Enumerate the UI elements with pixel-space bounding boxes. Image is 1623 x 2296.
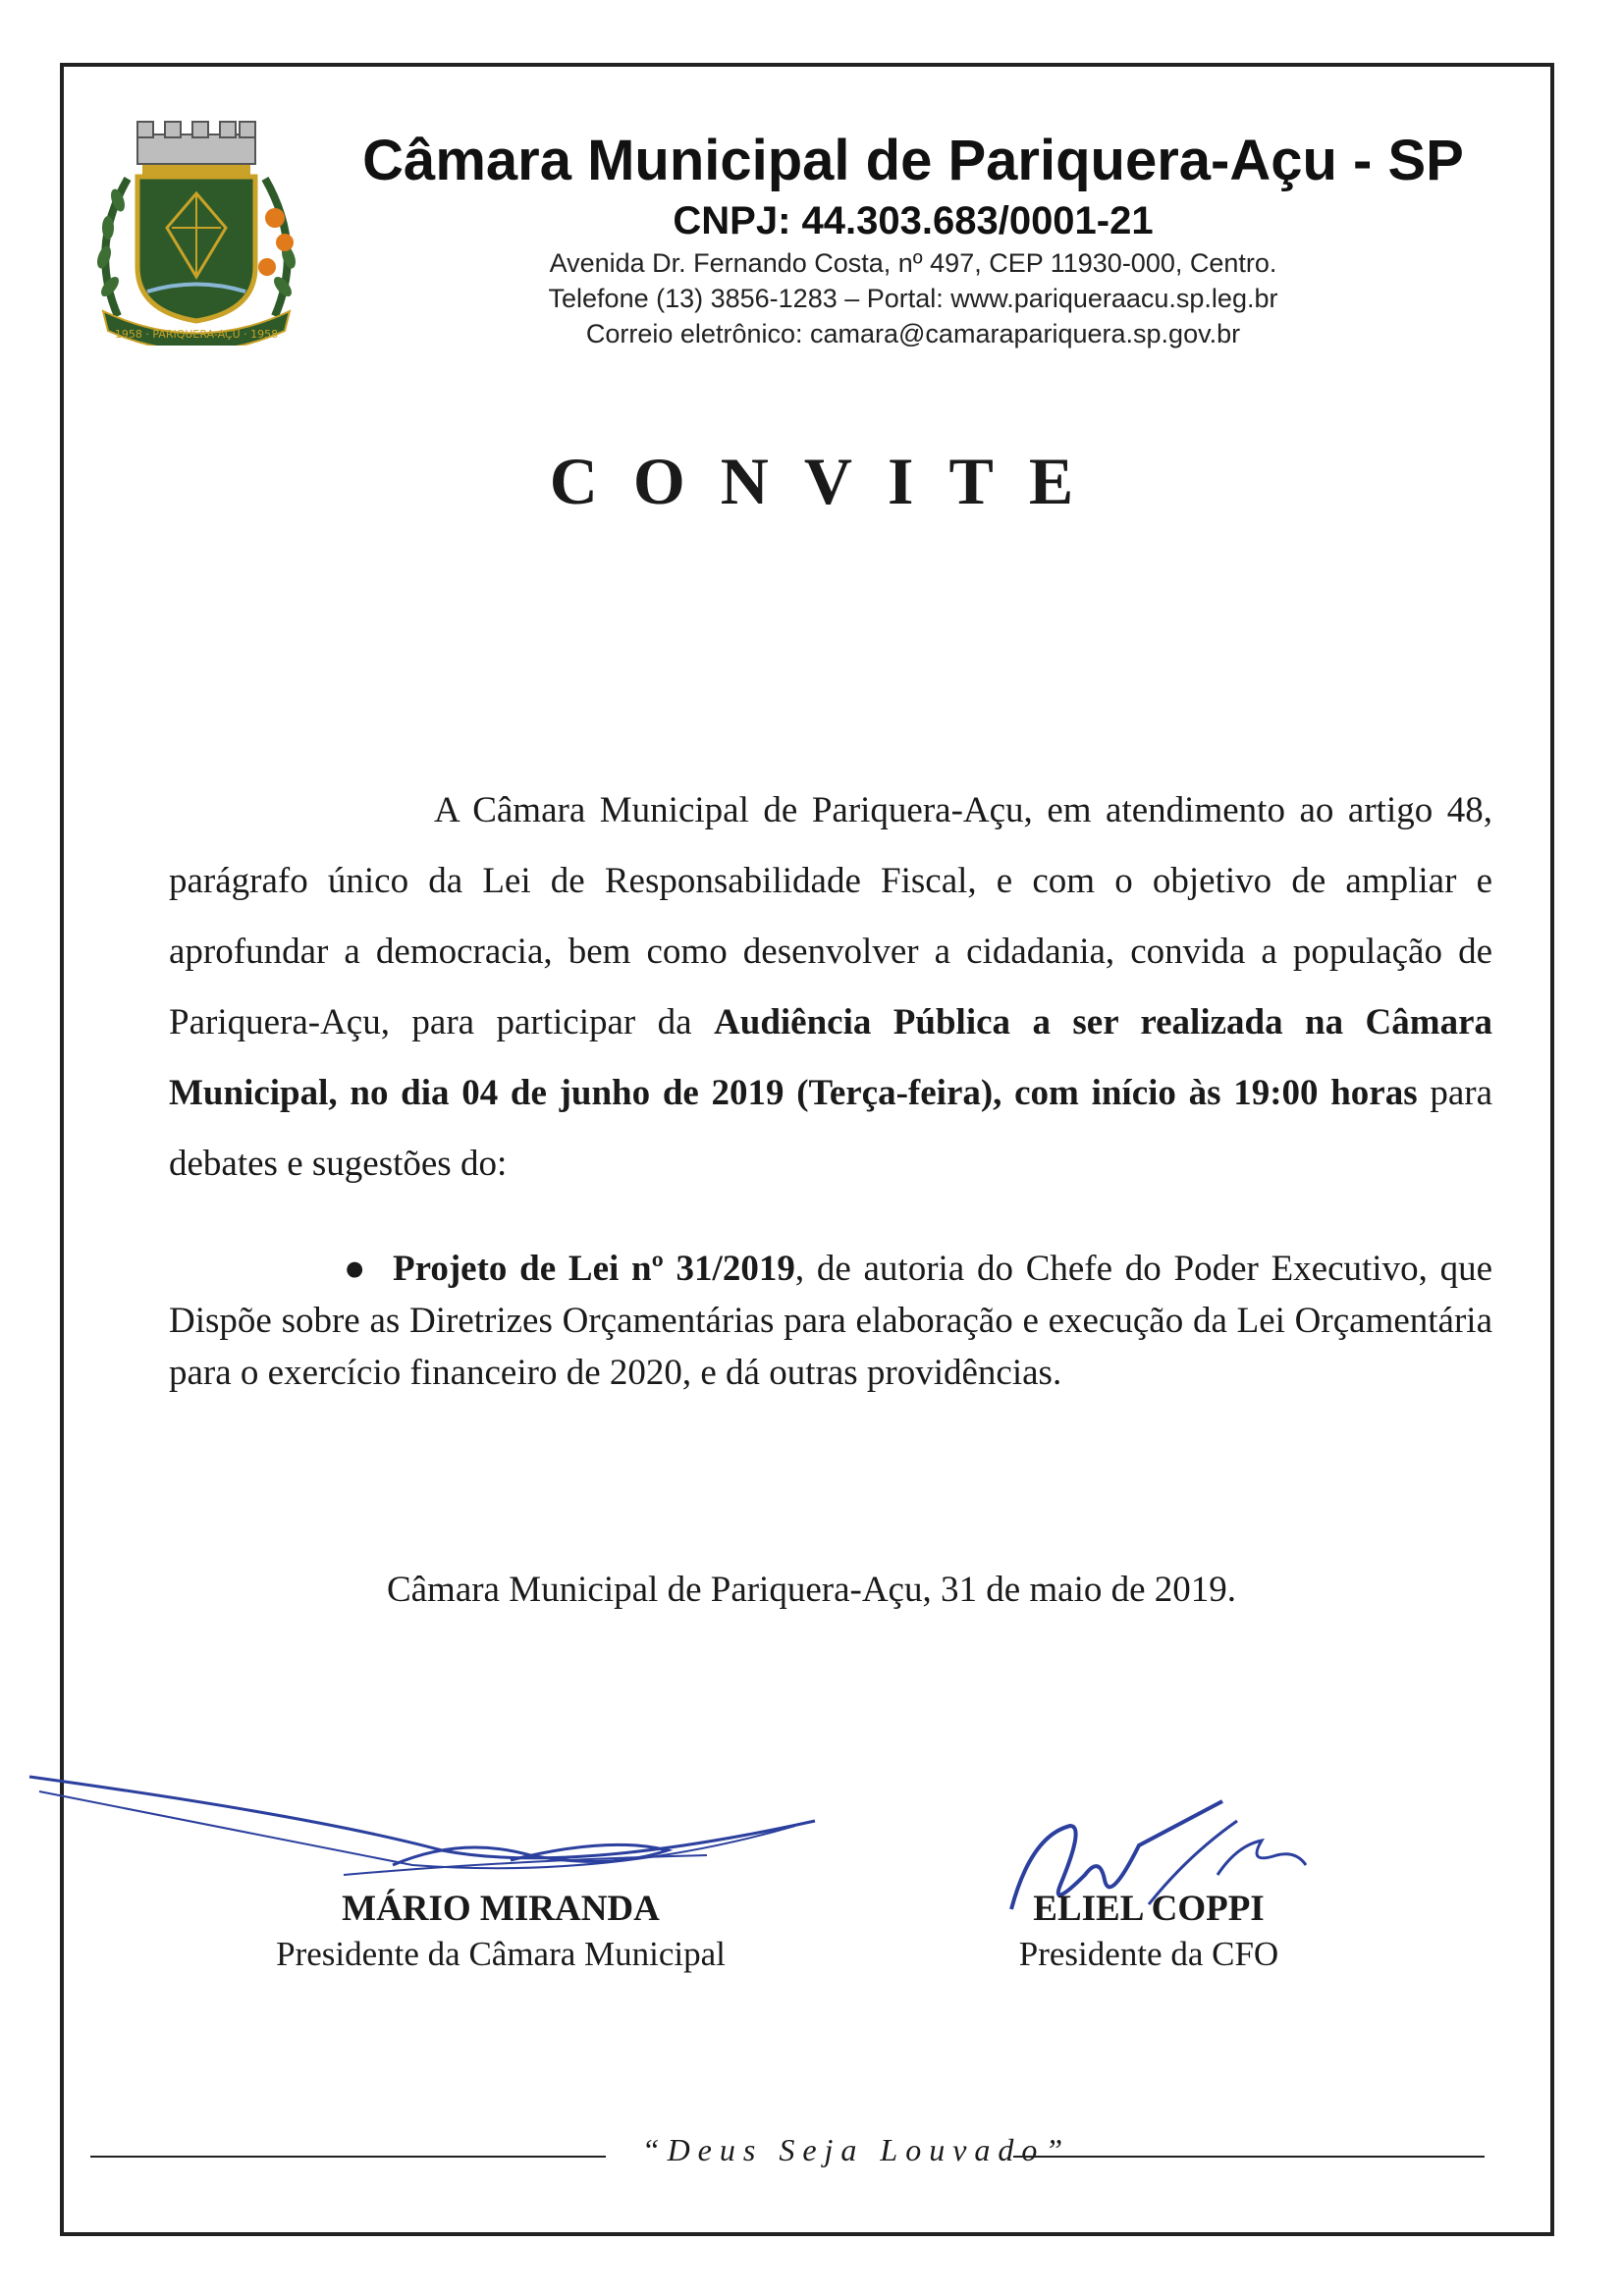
- email: Correio eletrônico: camara@camarapariquera.sp.gov.br: [585, 319, 1241, 348]
- municipal-crest-icon: [88, 120, 304, 346]
- footer-motto: “Deus Seja Louvado”: [641, 2132, 1071, 2167]
- footer-rule-right: [1013, 2156, 1485, 2158]
- bill-number: Projeto de Lei nº 31/2019: [393, 1249, 795, 1289]
- document-title: CONVITE: [549, 444, 1109, 518]
- footer-rule-left: [90, 2156, 606, 2158]
- bullet-icon: ●: [344, 1249, 366, 1289]
- letterhead: [295, 126, 1532, 351]
- institution-name: Câmara Municipal de Pariquera-Açu - SP: [362, 129, 1464, 192]
- signature-mario-miranda-icon: [20, 1757, 825, 1895]
- signatory-role: Presidente da Câmara Municipal: [276, 1935, 726, 1973]
- bullet-item: [169, 1243, 1492, 1399]
- signature-block-president: [206, 1887, 795, 1977]
- address: Avenida Dr. Fernando Costa, nº 497, CEP 11930-000, Centro.: [549, 248, 1277, 278]
- place-date: Câmara Municipal de Pariquera-Açu, 31 de maio de 2019.: [386, 1570, 1237, 1610]
- signatory-role: Presidente da CFO: [1018, 1935, 1279, 1973]
- invitation-paragraph: [169, 775, 1492, 1200]
- paragraph-bold: Audiência Pública a ser realizada na Câmara Municipal, no dia 04 de junho de 2019 (Terça-feira), com início às 19:00 horas: [169, 1002, 1492, 1113]
- bill-description: , de autoria do Chefe do Poder Executivo, que Dispõe sobre as Diretrizes Orçamentárias para elaboração e execução da Lei Orçamentária para o exercício financeiro de 2020, e dá outras providências.: [169, 1249, 1493, 1393]
- footer: [90, 2130, 1485, 2169]
- signatory-name: ELIEL COPPI: [1033, 1889, 1265, 1929]
- cnpj: CNPJ: 44.303.683/0001-21: [673, 199, 1154, 242]
- signature-block-cfo: [943, 1887, 1355, 1977]
- signatory-name: MÁRIO MIRANDA: [342, 1889, 660, 1929]
- crest-ribbon-text: 1958 · PARIQUERA-AÇU · 1958: [114, 328, 279, 341]
- phone-portal: Telefone (13) 3856-1283 – Portal: www.pariqueraacu.sp.leg.br: [548, 284, 1278, 313]
- paragraph-text: A Câmara Municipal de Pariquera-Açu, em atendimento ao artigo 48, parágrafo único da Lei de Responsabilidade Fiscal, e com o objetivo de ampliar e aprofundar a democracia, bem como desenvolver a cidadania, convida a população de Pariquera-Açu, para participar da: [169, 790, 1492, 1042]
- paragraph-text-end: para debates e sugestões do:: [169, 1073, 1492, 1184]
